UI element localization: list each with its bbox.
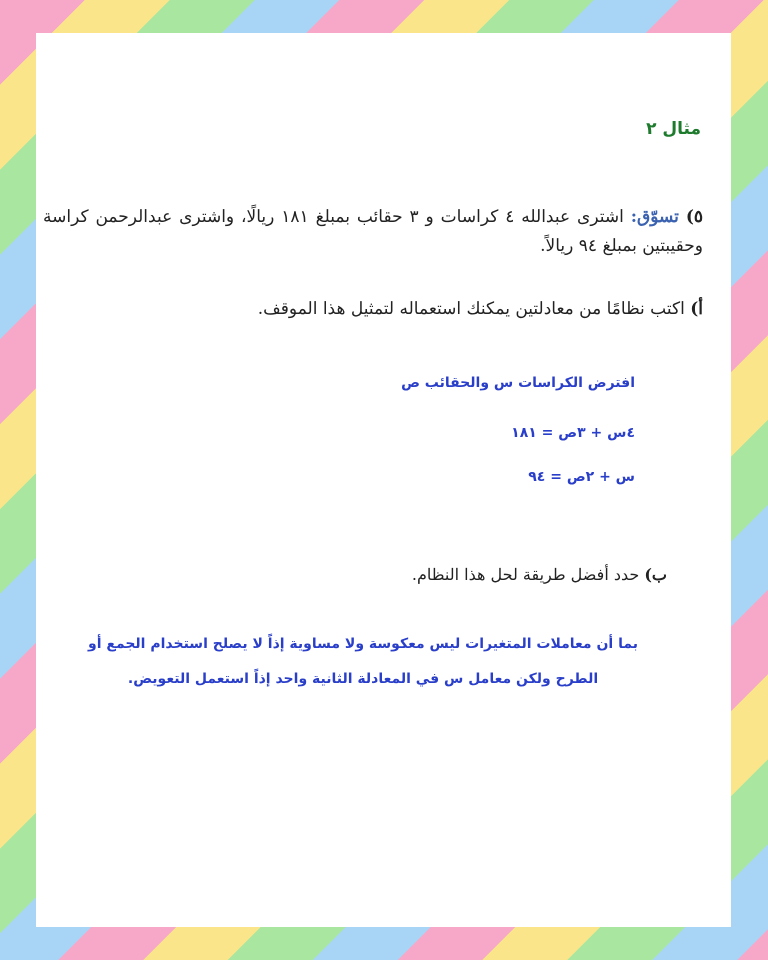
problem-number: ٥) [685, 207, 703, 227]
question-b-letter: ب) [644, 565, 667, 584]
content-card [36, 33, 731, 927]
question-a-text: اكتب نظامًا من معادلتين يمكنك استعماله لتمثيل هذا الموقف. [257, 299, 685, 319]
example-title: مثال ٢ [646, 119, 701, 139]
question-a-letter: أ) [690, 299, 703, 319]
question-b-text: حدد أفضل طريقة لحل هذا النظام. [411, 565, 640, 584]
answer-a-equation-2: س + ٢ص = ٩٤ [528, 469, 635, 485]
problem-statement [43, 203, 703, 261]
question-a [258, 299, 703, 319]
answer-a-equation-1: ٤س + ٣ص = ١٨١ [511, 425, 635, 441]
answer-a-assumption: افترض الكراسات س والحقائب ص [401, 375, 635, 391]
problem-text: اشترى عبدالله ٤ كراسات و ٣ حقائب بمبلغ ١٨١ ريالًا، واشترى عبدالرحمن كراسة وحقيبتين بمبلغ ٩٤ ريالاً. [43, 207, 703, 256]
answer-b: بما أن معاملات المتغيرات ليس معكوسة ولا مساوية إذاً لا يصلح استخدام الجمع أو الطرح ولكن معامل س في المعادلة الثانية واحد إذاً استعمل التعويض. [88, 636, 638, 687]
problem-topic: تسوّق: [630, 207, 679, 227]
question-b [412, 565, 667, 584]
